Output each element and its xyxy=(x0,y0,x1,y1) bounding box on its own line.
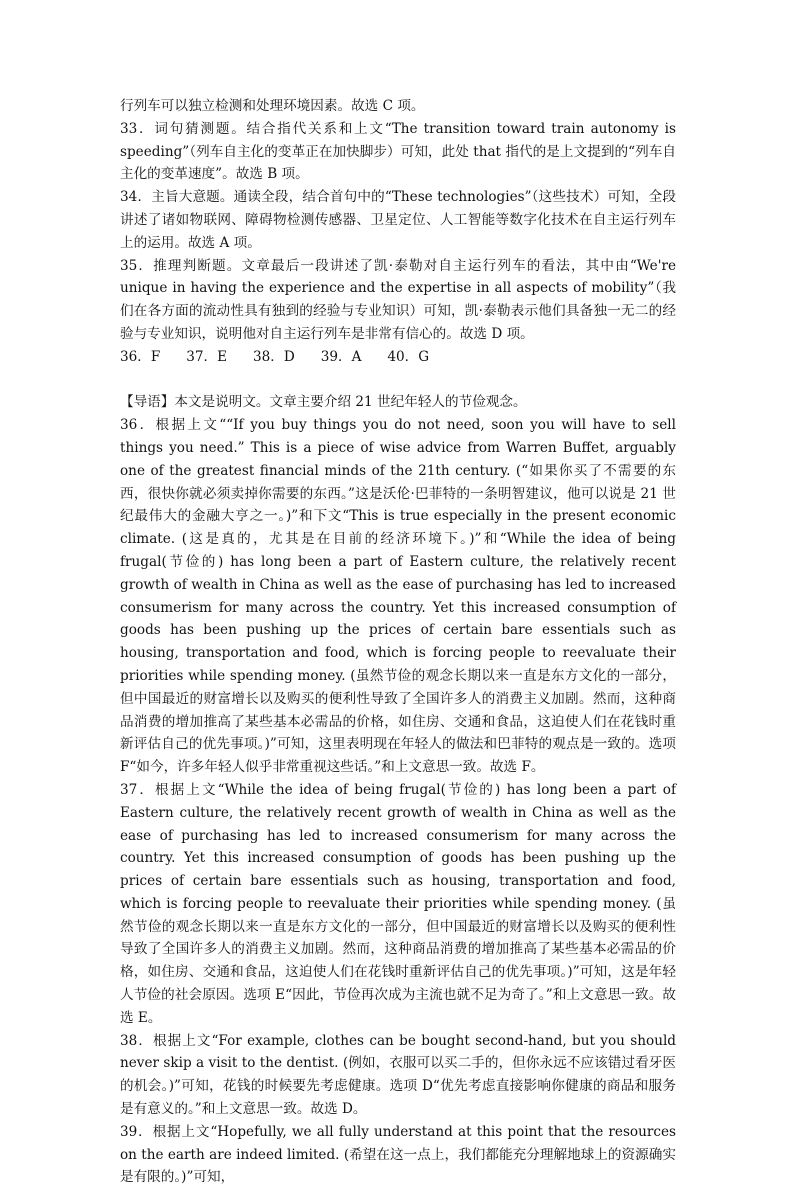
paragraph-q38: 38．根据上文“For example, clothes can be bought second-hand, but you should never skip a visit to the dentist. (例如，衣服可以买二手的，但你永远不应该错过看牙医的机会。)”可知，花钱的时候要先考虑健康。选项 D“优先考虑直接影响你健康的商品和服务是有意义的。”和上文意思一致。故选 D。 xyxy=(120,1032,676,1118)
answers-line: 36．F 37．E 38．D 39．A 40．G xyxy=(120,348,430,365)
section-divider xyxy=(120,369,676,392)
paragraph-q36: 36．根据上文““If you buy things you do not need, soon you will have to sell things you need.” This is a piece of wise advice from Warren Buffet, arguably one of the greatest financial minds of the 21th century. (“如果你买了不需要的东西，很快你就必须卖掉你需要的东西。”这是沃伦·巴菲特的一条明智建议，他可以说是 21 世纪最伟大的金融大亨之一。)”和下文“This is true especially in the present economic climate. (这是真的，尤其是在目前的经济环境下。)”和“While the idea of being frugal(节俭的) has long been a part of Eastern culture, the relatively recent growth of wealth in China as well as the ease of purchasing has led to increased consumerism for many across the country. Yet this increased consumption of goods has been pushing up the prices of certain bare essentials such as housing, transportation and food, which is forcing people to reevaluate their priorities while spending money. (虽然节俭的观念长期以来一直是东方文化的一部分，但中国最近的财富增长以及购买的便利性导致了全国许多人的消费主义加剧。然而，这种商品消费的增加推高了某些基本必需品的价格，如住房、交通和食品，这迫使人们在花钱时重新评估自己的优先事项。)”可知，这里表明现在年轻人的做法和巴菲特的观点是一致的。选项 F“如今，许多年轻人似乎非常重视这些话。”和上文意思一致。故选 F。 xyxy=(120,417,676,776)
paragraph-intro-tail: 行列车可以独立检测和处理环境因素。故选 C 项。 xyxy=(120,98,425,114)
paragraph-q34: 34．主旨大意题。通读全段，结合首句中的“These technologies”（这些技术）可知，全段讲述了诸如物联网、障碍物检测传感器、卫星定位、人工智能等数字化技术在自主运行列车上的运用。故选 A 项。 xyxy=(120,189,676,251)
guide-intro: 【导语】本文是说明文。文章主要介绍 21 世纪年轻人的节俭观念。 xyxy=(120,394,527,411)
document-page xyxy=(120,95,676,1189)
paragraph-q35: 35．推理判断题。文章最后一段讲述了凯·泰勒对自主运行列车的看法，其中由“We're unique in having the experience and the expertise in all aspects of mobility”（我们在各方面的流动性具有独到的经验与专业知识）可知，凯·泰勒表示他们具备独一无二的经验与专业知识，说明他对自主运行列车是非常有信心的。故选 D 项。 xyxy=(120,257,676,342)
paragraph-q33: 33．词句猜测题。结合指代关系和上文“The transition toward train autonomy is speeding”（列车自主化的变革正在加快脚步）可知，此处 that 指代的是上文提到的“列车自主化的变革速度”。故选 B 项。 xyxy=(120,120,676,183)
paragraph-q37: 37．根据上文“While the idea of being frugal(节俭的) has long been a part of Eastern culture, the relatively recent growth of wealth in China as well as the ease of purchasing has led to increased consumerism for many across the country. Yet this increased consumption of goods has been pushing up the prices of certain bare essentials such as housing, transportation and food, which is forcing people to reevaluate their priorities while spending money. (虽然节俭的观念长期以来一直是东方文化的一部分，但中国最近的财富增长以及购买的便利性导致了全国许多人的消费主义加剧。然而，这种商品消费的增加推高了某些基本必需品的价格，如住房、交通和食品，这迫使人们在花钱时重新评估自己的优先事项。)”可知，这是年轻人节俭的社会原因。选项 E“因此，节俭再次成为主流也就不足为奇了。”和上文意思一致。故选 E。 xyxy=(120,781,676,1026)
paragraph-q39: 39．根据上文“Hopefully, we all fully understand at this point that the resources on the earth are indeed limited. (希望在这一点上，我们都能充分理解地球上的资源确实是有限的。)”可知， xyxy=(120,1123,676,1186)
